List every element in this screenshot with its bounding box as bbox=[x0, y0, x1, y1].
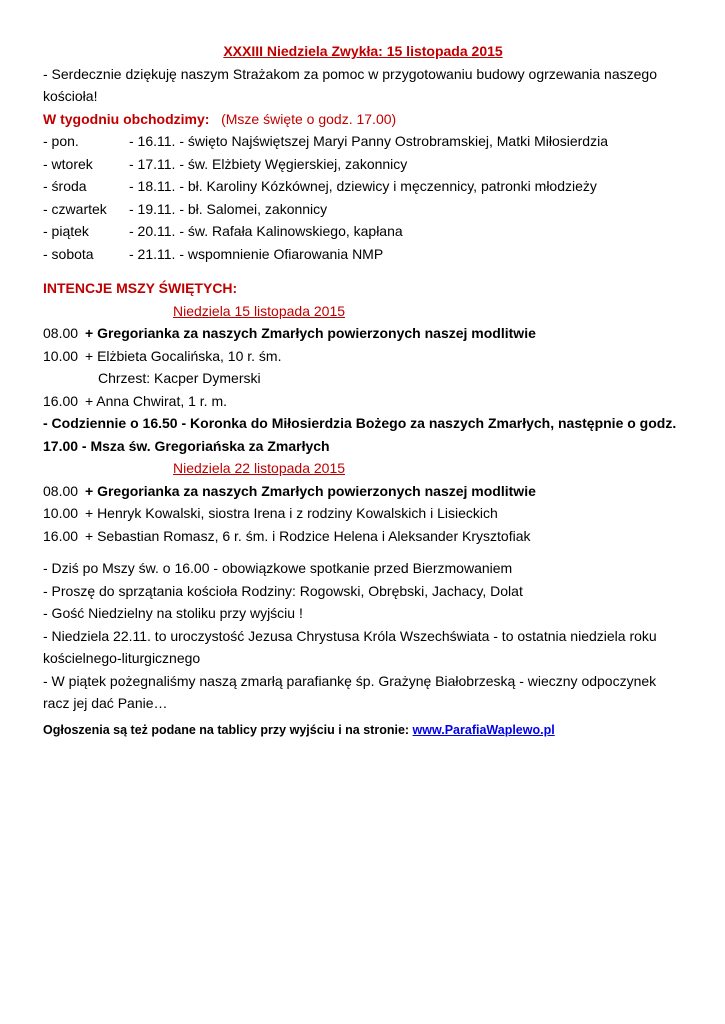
spacer bbox=[43, 265, 683, 277]
announcement: - Proszę do sprzątania kościoła Rodziny: Rogowski, Obrębski, Jachacy, Dolat bbox=[43, 582, 523, 599]
mass-row bbox=[43, 525, 683, 548]
sunday1-date: Niedziela 15 listopada 2015 bbox=[173, 302, 346, 319]
mass-time: 10.00 bbox=[43, 347, 79, 364]
mass-row bbox=[43, 502, 683, 525]
mass-time: 16.00 bbox=[43, 527, 79, 544]
day-text: - 16.11. - święto Najświętszej Maryi Panny Ostrobramskiej, Matki Miłosierdzia bbox=[129, 133, 608, 149]
week-day-row bbox=[43, 153, 683, 176]
day-text: - 18.11. - bł. Karoliny Kózkównej, dziewicy i męczennicy, patronki młodzieży bbox=[129, 178, 597, 194]
intro-text: - Serdecznie dziękuję naszym Strażakom za pomoc w przygotowaniu budowy ogrzewania naszego kościoła! bbox=[43, 65, 657, 104]
sunday2-date: Niedziela 22 listopada 2015 bbox=[173, 460, 346, 476]
page-title: XXXIII Niedziela Zwykła: 15 listopada 2015 bbox=[223, 43, 503, 59]
document-page bbox=[43, 40, 683, 741]
mass-intention: + Henryk Kowalski, siostra Irena i z rodziny Kowalskich i Lisieckich bbox=[85, 505, 498, 521]
mass-row bbox=[43, 390, 683, 413]
mass-row bbox=[43, 322, 683, 345]
day-text: - 19.11. - bł. Salomei, zakonnicy bbox=[129, 200, 328, 217]
day-name: - sobota bbox=[43, 245, 94, 262]
week-heading-row bbox=[43, 108, 683, 131]
day-name: - piątek bbox=[43, 223, 89, 239]
day-name: - środa bbox=[43, 178, 87, 194]
day-name: - czwartek bbox=[43, 200, 107, 217]
parish-website-link[interactable]: www.ParafiaWaplewo.pl bbox=[412, 722, 555, 737]
intentions-heading: INTENCJE MSZY ŚWIĘTYCH: bbox=[43, 280, 238, 296]
announcement: - Niedziela 22.11. to uroczystość Jezusa Chrystusa Króla Wszechświata - to ostatnia niedziela roku kościelnego-liturgicznego bbox=[43, 627, 657, 666]
footer-note bbox=[43, 719, 683, 742]
week-day-row bbox=[43, 130, 683, 153]
announcement: - W piątek pożegnaliśmy naszą zmarłą parafiankę śp. Grażynę Białobrzeską - wieczny odpoczynek racz jej dać Panie… bbox=[43, 672, 657, 711]
daily-note: - Codziennie o 16.50 - Koronka do Miłosierdzia Bożego za naszych Zmarłych, następnie o godz. 17.00 - Msza św. Gregoriańska za Zmarłych bbox=[43, 415, 677, 454]
week-note: (Msze święte o godz. 17.00) bbox=[221, 110, 397, 127]
day-text: - 20.11. - św. Rafała Kalinowskiego, kapłana bbox=[129, 223, 403, 239]
day-name: - wtorek bbox=[43, 155, 93, 172]
mass-intention: + Gregorianka za naszych Zmarłych powierzonych naszej modlitwie bbox=[85, 325, 536, 341]
mass-time: 08.00 bbox=[43, 325, 79, 341]
spacer bbox=[43, 547, 683, 557]
mass-row bbox=[43, 480, 683, 503]
mass-intention: + Gregorianka za naszych Zmarłych powierzonych naszej modlitwie bbox=[85, 482, 536, 499]
mass-time: 08.00 bbox=[43, 482, 79, 499]
day-text: - 21.11. - wspomnienie Ofiarowania NMP bbox=[129, 245, 384, 262]
day-text: - 17.11. - św. Elżbiety Węgierskiej, zakonnicy bbox=[129, 155, 408, 172]
mass-intention: + Elżbieta Gocalińska, 10 r. śm. bbox=[85, 347, 282, 364]
week-day-row bbox=[43, 175, 683, 198]
mass-time: 16.00 bbox=[43, 392, 79, 409]
mass-intention: + Anna Chwirat, 1 r. m. bbox=[85, 392, 228, 409]
mass-row bbox=[43, 345, 683, 368]
week-heading: W tygodniu obchodzimy: bbox=[43, 110, 210, 127]
baptism-note: Chrzest: Kacper Dymerski bbox=[98, 370, 261, 386]
week-day-row bbox=[43, 198, 683, 221]
announcement: - Dziś po Mszy św. o 16.00 - obowiązkowe spotkanie przed Bierzmowaniem bbox=[43, 560, 513, 576]
footer-text: Ogłoszenia są też podane na tablicy przy wyjściu i na stronie: bbox=[43, 722, 413, 737]
week-day-row bbox=[43, 220, 683, 243]
mass-intention: + Sebastian Romasz, 6 r. śm. i Rodzice Helena i Aleksander Krysztofiak bbox=[85, 527, 531, 544]
mass-time: 10.00 bbox=[43, 505, 79, 521]
announcement: - Gość Niedzielny na stoliku przy wyjściu ! bbox=[43, 605, 303, 621]
day-name: - pon. bbox=[43, 133, 79, 149]
week-day-row bbox=[43, 243, 683, 266]
